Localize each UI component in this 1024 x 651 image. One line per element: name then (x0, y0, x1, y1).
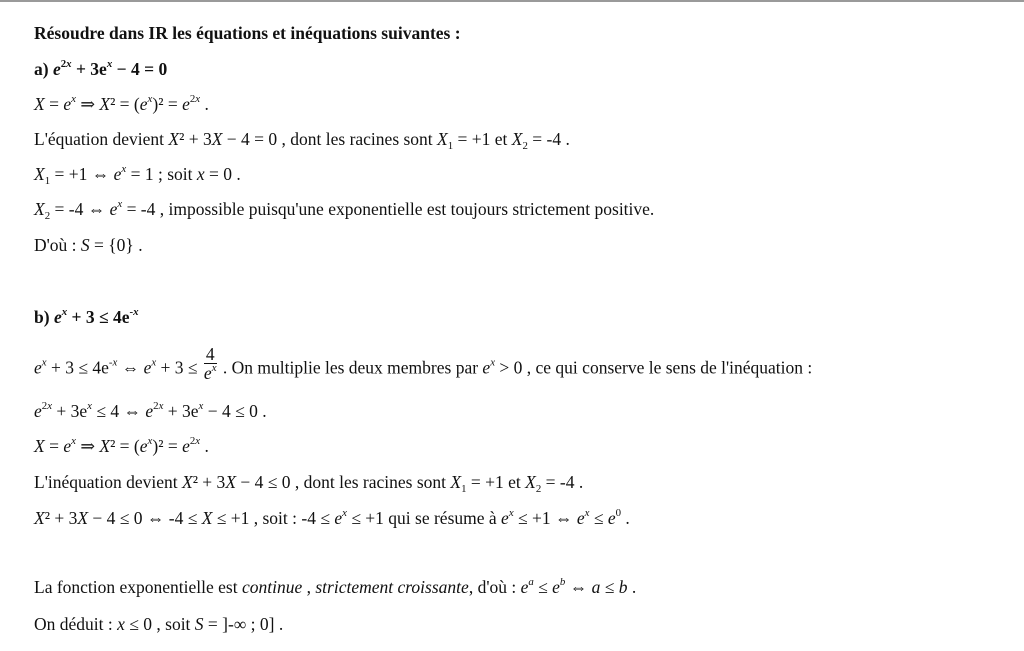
part-b-line-1: $e^x + 3 \le 4e^{-x}$ ⇔ $e^x + 3$ ≤ $\frac{4}{e^x}$ . On multiplie les deux membres par $e^x > 0$ , ce qui conserve le sens de l'inéquation : (34, 344, 813, 383)
part-a-line-1: $X = e^x$ ⇒ $X^2 = (e^x)^2 = e^{2x}$ . (34, 92, 209, 114)
top-border (0, 0, 1024, 2)
part-a-line-2: L'équation devient X² + 3X − 4 = 0 , dont les racines sont $X_1 = +1$ et $X_2 = -4$ . (34, 129, 570, 152)
part-b-line-2: $e^{2x} + 3e^x \le 4$ ⇔ $e^{2x} + 3e^x - 4 \le 0$ . (34, 399, 267, 421)
part-b-line-4: L'inéquation devient X² + 3X − 4 ≤ 0 , dont les racines sont $X_1 = +1$ et $X_2 = -4$ . (34, 472, 584, 495)
part-a-line-3: $X_1 = +1$ ⇔ $e^x = 1$ ; soit x = 0 . (34, 162, 241, 187)
part-b-line-3: $X = e^x$ ⇒ $X^2 = (e^x)^2 = e^{2x}$ . (34, 434, 209, 456)
part-b-line-5: X² + 3X − 4 ≤ 0 ⇔ -4 ≤ X ≤ +1 , soit : $-4 \le e^x \le +1$ qui se résume à $e^x \le +1$ ⇔ $e^x \le e^0$ . (34, 506, 630, 528)
exercise-title: Résoudre dans IR les équations et inéquations suivantes : (34, 23, 461, 43)
part-a-heading: a) $e^{2x} + 3e^x - 4 = 0$ (34, 57, 168, 79)
part-b-heading: b) $e^x + 3 \le 4e^{-x}$ (34, 305, 139, 327)
part-b-conclusion: On déduit : x ≤ 0 , soit S = ]-∞ ; 0] . (34, 614, 284, 634)
part-a-line-4: $X_2 = -4$ ⇔ $e^x = -4$ , impossible puisqu'une exponentielle est toujours strictement positive. (34, 197, 655, 222)
part-a-conclusion: D'où : S = {0} . (34, 235, 143, 255)
part-b-line-6: La fonction exponentielle est continue , strictement croissante, d'où : $e^a \le e^b$ ⇔ a ≤ b . (34, 575, 637, 597)
